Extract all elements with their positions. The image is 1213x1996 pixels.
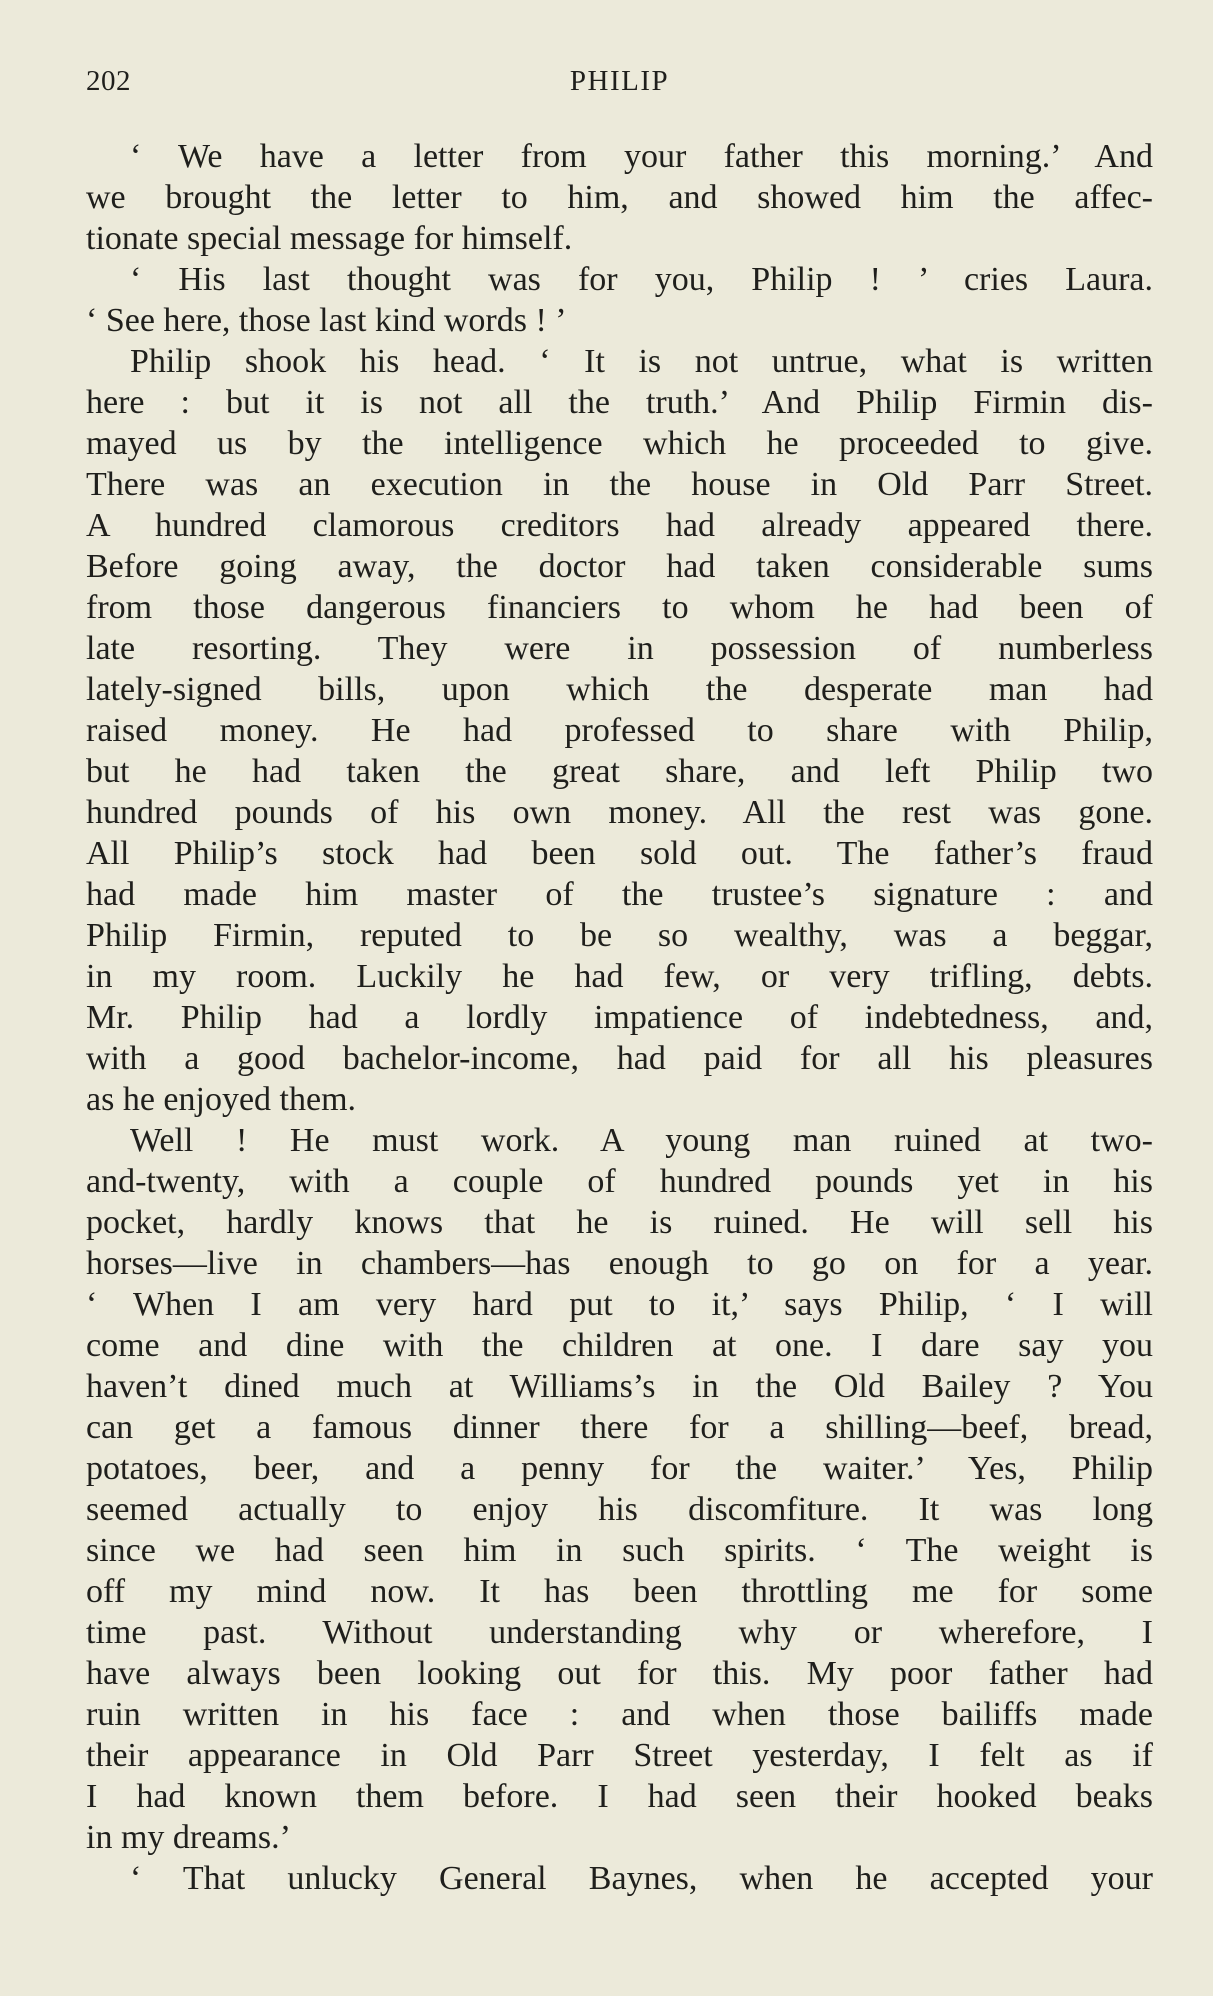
text-line: come and dine with the children at one. I dare say you (86, 1327, 1153, 1364)
text-line: potatoes, beer, and a penny for the waiter.’ Yes, Philip (86, 1450, 1153, 1487)
text-line: seemed actually to enjoy his discomfiture. It was long (86, 1491, 1153, 1528)
text-line: lately-signed bills, upon which the desperate man had (86, 671, 1153, 708)
text-line: raised money. He had professed to share with Philip, (86, 712, 1153, 749)
text-line: ‘ That unlucky General Baynes, when he accepted your (130, 1860, 1153, 1897)
text-line: off my mind now. It has been throttling me for some (86, 1573, 1153, 1610)
text-line: Philip shook his head. ‘ It is not untrue, what is written (130, 343, 1153, 380)
text-line: tionate special message for himself. (86, 220, 573, 257)
page-number: 202 (86, 65, 131, 97)
text-line: as he enjoyed them. (86, 1081, 357, 1118)
text-line: have always been looking out for this. My poor father had (86, 1655, 1153, 1692)
text-line: hundred pounds of his own money. All the rest was gone. (86, 794, 1153, 831)
page-header (86, 62, 1153, 102)
text-line: had made him master of the trustee’s signature : and (86, 876, 1153, 913)
text-line: here : but it is not all the truth.’ And Philip Firmin dis- (86, 384, 1153, 421)
text-line: haven’t dined much at Williams’s in the Old Bailey ? You (86, 1368, 1153, 1405)
text-line: we brought the letter to him, and showed him the affec- (86, 179, 1153, 216)
text-line: ruin written in his face : and when those bailiffs made (86, 1696, 1153, 1733)
text-line: ‘ When I am very hard put to it,’ says Philip, ‘ I will (86, 1286, 1153, 1323)
text-line: in my room. Luckily he had few, or very trifling, debts. (86, 958, 1153, 995)
text-line: but he had taken the great share, and left Philip two (86, 753, 1153, 790)
text-line: All Philip’s stock had been sold out. The father’s fraud (86, 835, 1153, 872)
text-line: time past. Without understanding why or wherefore, I (86, 1614, 1153, 1651)
text-line: A hundred clamorous creditors had already appeared there. (86, 507, 1153, 544)
text-line: Before going away, the doctor had taken considerable sums (86, 548, 1153, 585)
text-line: can get a famous dinner there for a shilling—beef, bread, (86, 1409, 1153, 1446)
text-line: from those dangerous financiers to whom he had been of (86, 589, 1153, 626)
text-line: ‘ See here, those last kind words ! ’ (86, 302, 567, 339)
text-line: I had known them before. I had seen their hooked beaks (86, 1778, 1153, 1815)
text-line: mayed us by the intelligence which he proceeded to give. (86, 425, 1153, 462)
text-line: and-twenty, with a couple of hundred pounds yet in his (86, 1163, 1153, 1200)
text-line: since we had seen him in such spirits. ‘ The weight is (86, 1532, 1153, 1569)
text-line: pocket, hardly knows that he is ruined. He will sell his (86, 1204, 1153, 1241)
text-line: Well ! He must work. A young man ruined at two- (130, 1122, 1153, 1159)
text-line: There was an execution in the house in Old Parr Street. (86, 466, 1153, 503)
text-line: in my dreams.’ (86, 1819, 291, 1856)
text-line: horses—live in chambers—has enough to go on for a year. (86, 1245, 1153, 1282)
text-line: late resorting. They were in possession of numberless (86, 630, 1153, 667)
text-line: their appearance in Old Parr Street yesterday, I felt as if (86, 1737, 1153, 1774)
text-line: Philip Firmin, reputed to be so wealthy, was a beggar, (86, 917, 1153, 954)
body-text (86, 136, 1153, 1899)
text-line: ‘ His last thought was for you, Philip ! ’ cries Laura. (130, 261, 1153, 298)
text-line: Mr. Philip had a lordly impatience of indebtedness, and, (86, 999, 1153, 1036)
text-line: ‘ We have a letter from your father this morning.’ And (130, 138, 1153, 175)
text-line: with a good bachelor-income, had paid for all his pleasures (86, 1040, 1153, 1077)
running-head: PHILIP (569, 65, 670, 97)
